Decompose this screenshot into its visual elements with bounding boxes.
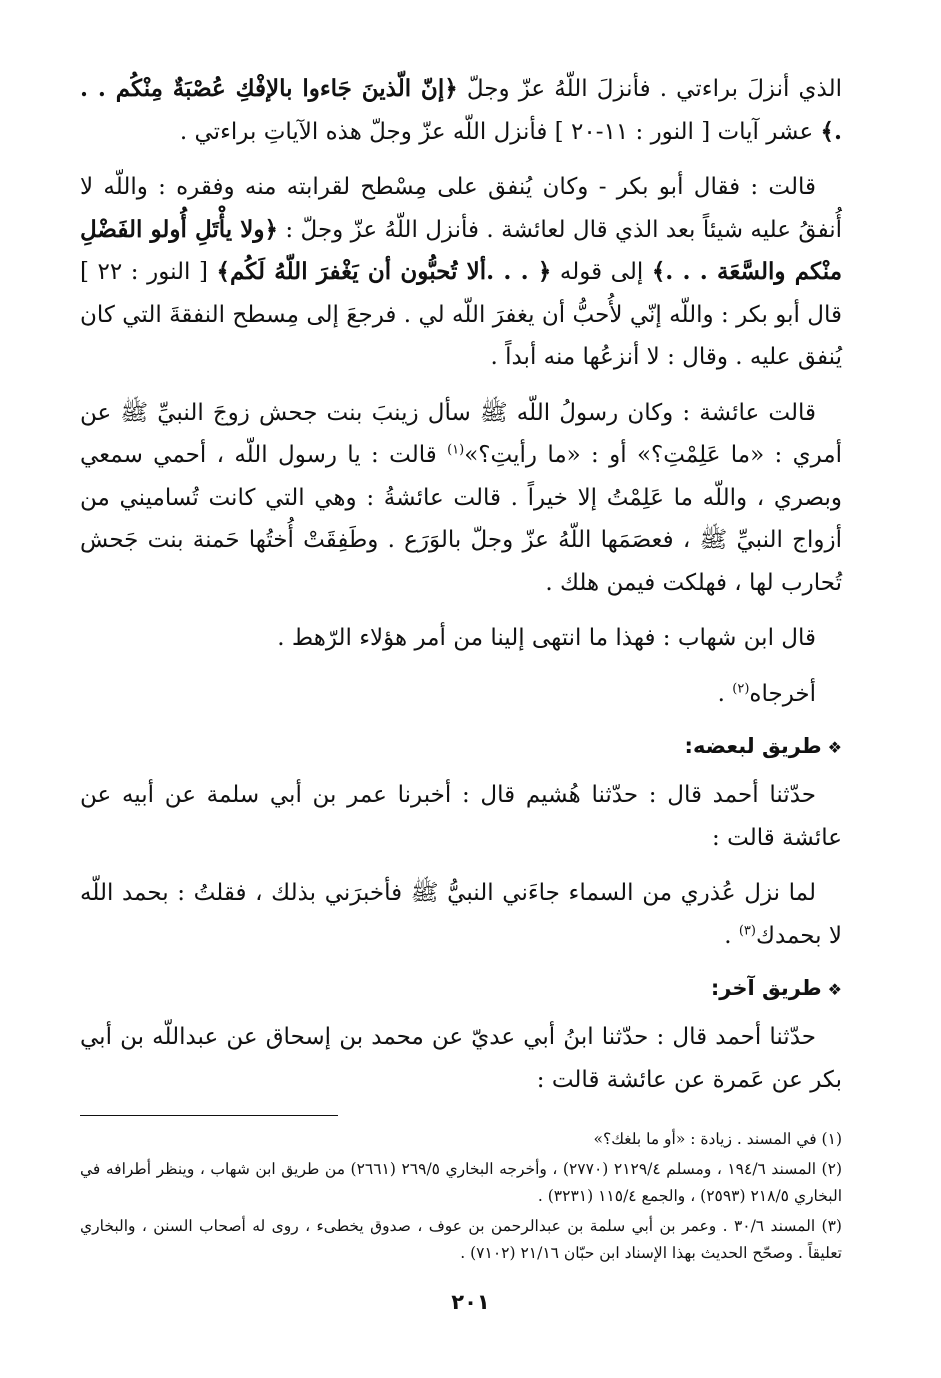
text-run: حدّثنا أحمد قال : حدّثنا ابنُ أبي عديّ عن محمد بن إسحاق عن عبداللّه بن أبي بكر عن عَمرة عن عائشة قالت : [80, 1024, 842, 1093]
heading-text: طريق آخر: [710, 976, 822, 1000]
page-number: ٢٠١ [451, 1290, 490, 1314]
paragraph-8 [80, 1016, 842, 1101]
page-body [80, 68, 842, 1270]
quran-verse: ﴿ولا يأْتَلِ أُولو الفَضْلِ منْكم والسَّعَة . . .﴾ [80, 215, 843, 285]
text-run: . [724, 922, 739, 949]
text-run: قالت : يا رسول اللّه ، أحمي سمعي وبصري ، واللّه ما عَلِمْتُ إلا خيراً . قالت عائشةُ : وهي التي كانت تُساميني من أزواج النبيِّ ﷺ ، فعصَمَها اللّهُ عزّ وجلّ بالوَرَع . وطَفِقَتْ أُختُها حَمنة بنت جَحش تُحارب لها ، فهلكت فيمن هلك . [80, 442, 842, 596]
footnote-3: (٣) المسند ٣٠/٦ . وعمر بن أبي سلمة بن عبدالرحمن بن عوف ، صدوق يخطىء ، روى له أصحاب السنن ، والبخاري تعليقاً . وصحّح الحديث بهذا الإسناد ابن حبّان ٢١/١٦ (٧١٠٢) . [80, 1217, 842, 1262]
text-run: قالت : فقال أبو بكر - وكان يُنفق على مِسْطح لقرابته منه وفقره : واللّه لا أُنفقُ عليه شيئاً بعد الذي قال لعائشة . فأنزل اللّهُ عزّ وجلّ : [80, 174, 842, 243]
text-run: . [717, 680, 733, 707]
paragraph-3 [80, 392, 842, 605]
paragraph-5 [80, 673, 842, 716]
footnote-1: (١) في المسند . زيادة : «أو ما بلغك؟» [593, 1130, 842, 1148]
paragraph-6 [80, 774, 842, 859]
text-run: عشر آيات [ النور : ١١-٢٠ ] فأنزل اللّه عزّ وجلّ هذه الآياتِ براءتي . [179, 118, 821, 145]
footnote-ref: (١) [447, 442, 465, 458]
paragraph-1 [80, 68, 842, 153]
text-run: [ النور : ٢٢ ] قال أبو بكر : واللّه إنّي لأُحبُّ أن يغفرَ اللّه لي . فرجعَ إلى مِسطح النفقةَ التي كان يُنفق عليه . وقال : لا أنزعُها منه أبداً . [80, 259, 842, 370]
paragraph-7 [80, 872, 842, 957]
text-run: قالت عائشة : وكان رسولُ اللّه ﷺ سأل زينبَ بنت جحش زوجَ النبيِّ ﷺ عن أمري : «ما عَلِمْتِ؟» أو : «ما رأيتِ؟» [80, 399, 843, 468]
section-heading-2 [80, 970, 842, 1008]
paragraph-4 [80, 617, 842, 660]
text-run: الذي أنزلَ براءتي . فأنزلَ اللّهُ عزّ وجلّ [457, 76, 843, 102]
text-run: قال ابن شهاب : فهذا ما انتهى إلينا من أمر هؤلاء الرّهط . [277, 625, 816, 651]
footnote-2: (٢) المسند ١٩٤/٦ ، ومسلم ٢١٢٩/٤ (٢٧٧٠) ، وأخرجه البخاري ٢٦٩/٥ (٢٦٦١) من طريق ابن شهاب ، وينظر أطرافه في البخاري ٢١٨/٥ (٢٥٩٣) ، والجمع ١١٥/٤ (٣٢٣١) . [80, 1160, 842, 1205]
paragraph-2 [80, 166, 842, 379]
text-run: أخرجاه [749, 680, 816, 707]
quran-verse: ﴿ . . .ألا تُحبُّون أن يَغْفرَ اللّهُ لَكُم﴾ [216, 258, 552, 285]
text-run: حدّثنا أحمد قال : حدّثنا هُشيم قال : أخبرنا عمر بن أبي سلمة عن أبيه عن عائشة قالت : [80, 782, 842, 851]
footnote-ref: (٢) [732, 680, 750, 696]
footnote-divider [80, 1115, 338, 1116]
text-run: لما نزل عُذري من السماء جاءَني النبيُّ ﷺ فأخبرَني بذلك ، فقلتُ : بحمد اللّه لا بحمدك [80, 880, 842, 949]
heading-text: طريق لبعضه: [684, 734, 822, 758]
text-run: إلى قوله [551, 259, 652, 285]
quran-verse: ﴿إنّ الّذينَ جَاءوا بالإفْكِ عُصْبَةٌ مِنْكُم . . .﴾ [80, 75, 842, 145]
diamond-bullet-icon: ❖ [827, 980, 842, 999]
diamond-bullet-icon: ❖ [827, 738, 842, 757]
section-heading-1 [80, 728, 842, 766]
footnote-ref: (٣) [738, 922, 756, 938]
